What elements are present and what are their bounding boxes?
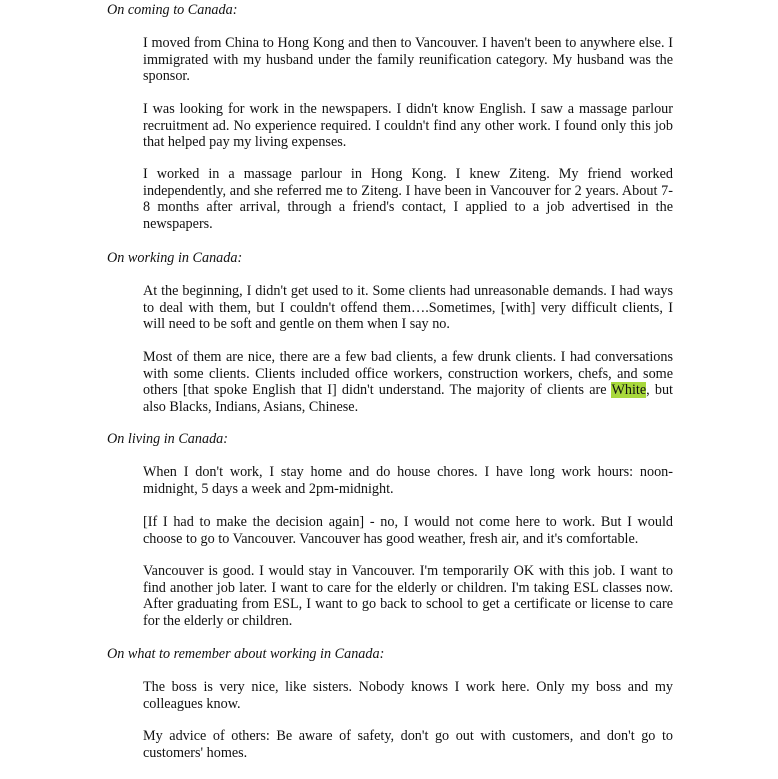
paragraph: When I don't work, I stay home and do house chores. I have long work hours: noon-midnight, 5 days a week and 2pm-midnight. xyxy=(143,464,673,497)
paragraph: The boss is very nice, like sisters. Nobody knows I work here. Only my boss and my colleagues know. xyxy=(143,679,673,712)
paragraph: Vancouver is good. I would stay in Vancouver. I'm temporarily OK with this job. I want to find another job later. I want to care for the elderly or children. I'm taking ESL classes now. After graduating from ESL, I want to go back to school to get a certificate or license to care for the elderly or children. xyxy=(143,563,673,629)
paragraph: [If I had to make the decision again] - no, I would not come here to work. But I would choose to go to Vancouver. Vancouver has good weather, fresh air, and it's comfortable. xyxy=(143,514,673,547)
section-heading-living: On living in Canada: xyxy=(107,431,228,447)
paragraph: I worked in a massage parlour in Hong Kong. I knew Ziteng. My friend worked independently, and she referred me to Ziteng. I have been in Vancouver for 2 years. About 7-8 months after arrival, through a friend's contact, I applied to a job advertised in the newspapers. xyxy=(143,166,673,232)
section-heading-working: On working in Canada: xyxy=(107,250,243,266)
section-heading-coming: On coming to Canada: xyxy=(107,2,238,18)
paragraph-with-highlight xyxy=(143,349,673,415)
paragraph: I was looking for work in the newspapers. I didn't know English. I saw a massage parlour recruitment ad. No experience required. I couldn't find any other work. I found only this job that helped pay my living expenses. xyxy=(143,101,673,150)
paragraph-text: Most of them are nice, there are a few bad clients, a few drunk clients. I had conversations with some clients. Clients included office workers, construction workers, chefs, and some others [that spoke English that I] didn't understand. The majority of clients are xyxy=(143,349,673,398)
section-heading-remember: On what to remember about working in Canada: xyxy=(107,646,385,662)
highlighted-word: White xyxy=(611,382,647,398)
paragraph: At the beginning, I didn't get used to it. Some clients had unreasonable demands. I had ways to deal with them, but I couldn't offend them….Sometimes, [with] very difficult clients, I will need to be soft and gentle on them when I say no. xyxy=(143,283,673,332)
paragraph: My advice of others: Be aware of safety, don't go out with customers, and don't go to customers' homes. xyxy=(143,728,673,761)
paragraph: I moved from China to Hong Kong and then to Vancouver. I haven't been to anywhere else. I immigrated with my husband under the family reunification category. My husband was the sponsor. xyxy=(143,35,673,84)
paragraph-text: , but also Blacks, Indians, Asians, Chinese. xyxy=(143,382,673,415)
